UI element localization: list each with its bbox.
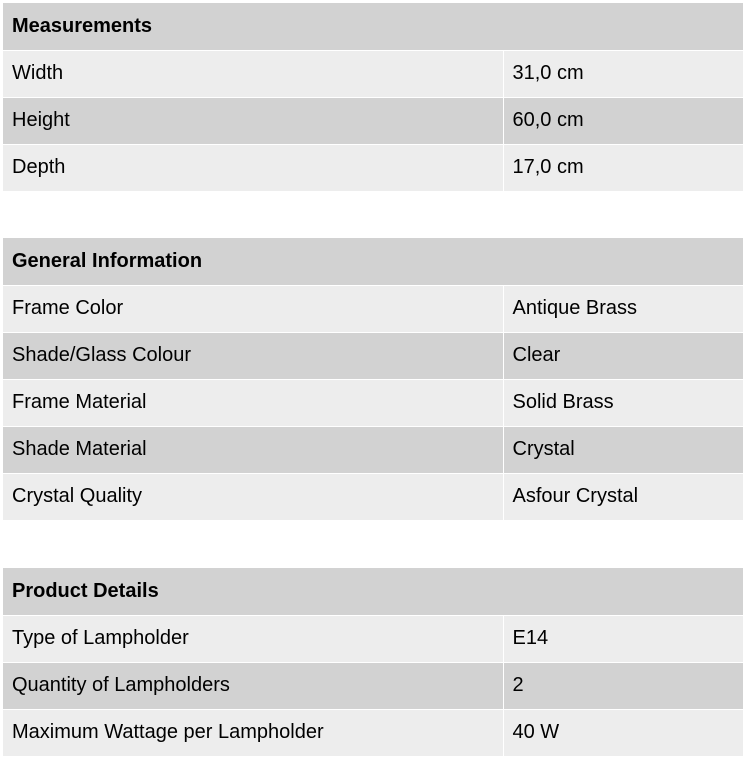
section-title: General Information bbox=[3, 238, 743, 285]
row-label: Crystal Quality bbox=[3, 473, 503, 520]
table-row bbox=[3, 50, 743, 97]
row-label: Shade Material bbox=[3, 426, 503, 473]
table-row bbox=[3, 615, 743, 662]
row-label: Width bbox=[3, 50, 503, 97]
row-value: 17,0 cm bbox=[503, 144, 743, 191]
table-row bbox=[3, 662, 743, 709]
table-row bbox=[3, 144, 743, 191]
row-value: 40 W bbox=[503, 709, 743, 756]
row-label: Maximum Wattage per Lampholder bbox=[3, 709, 503, 756]
table-row bbox=[3, 332, 743, 379]
row-value: 60,0 cm bbox=[503, 97, 743, 144]
row-label: Frame Color bbox=[3, 285, 503, 332]
row-label: Height bbox=[3, 97, 503, 144]
table-row bbox=[3, 426, 743, 473]
row-value: 31,0 cm bbox=[503, 50, 743, 97]
table-row bbox=[3, 709, 743, 756]
table-row bbox=[3, 285, 743, 332]
row-label: Depth bbox=[3, 144, 503, 191]
row-label: Frame Material bbox=[3, 379, 503, 426]
row-value: Asfour Crystal bbox=[503, 473, 743, 520]
table-row bbox=[3, 473, 743, 520]
row-label: Type of Lampholder bbox=[3, 615, 503, 662]
row-value: Antique Brass bbox=[503, 285, 743, 332]
row-value: 2 bbox=[503, 662, 743, 709]
general-information-table bbox=[3, 238, 743, 520]
section-title: Product Details bbox=[3, 568, 743, 615]
section-title: Measurements bbox=[3, 3, 743, 50]
row-value: Solid Brass bbox=[503, 379, 743, 426]
measurements-table bbox=[3, 3, 743, 191]
product-details-table bbox=[3, 568, 743, 756]
row-value: E14 bbox=[503, 615, 743, 662]
row-label: Shade/Glass Colour bbox=[3, 332, 503, 379]
table-row bbox=[3, 97, 743, 144]
row-label: Quantity of Lampholders bbox=[3, 662, 503, 709]
row-value: Clear bbox=[503, 332, 743, 379]
table-row bbox=[3, 379, 743, 426]
row-value: Crystal bbox=[503, 426, 743, 473]
